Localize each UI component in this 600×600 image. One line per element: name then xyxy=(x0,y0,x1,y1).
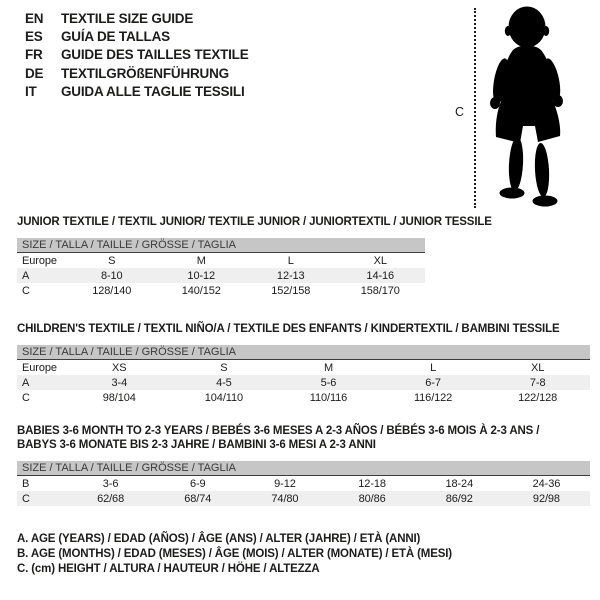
row-label-cell: A xyxy=(22,269,30,282)
value-cell: 7-8 xyxy=(529,376,546,389)
value-cell: 24-36 xyxy=(532,477,561,490)
row-label-cell: B xyxy=(22,477,30,490)
value-cell: 10-12 xyxy=(187,269,216,282)
table-row xyxy=(17,253,425,268)
value-cell: 86/92 xyxy=(445,492,473,505)
language-row-en xyxy=(25,10,249,28)
table-rows xyxy=(17,476,590,506)
value-cell: M xyxy=(196,254,206,267)
value-cell: 68/74 xyxy=(184,492,212,505)
value-cell: 9-12 xyxy=(274,477,296,490)
value-cell: 98/104 xyxy=(102,391,136,404)
value-cell: 92/98 xyxy=(532,492,560,505)
row-label-cell: A xyxy=(22,376,30,389)
value-cell: 128/140 xyxy=(92,284,132,297)
language-code: ES xyxy=(25,29,43,45)
value-cell: 8-10 xyxy=(100,269,123,282)
table-row xyxy=(17,476,590,491)
value-cell: 122/128 xyxy=(518,391,558,404)
value-cell: 12-18 xyxy=(358,477,386,490)
value-cell: 116/122 xyxy=(413,391,453,404)
language-row-it xyxy=(25,83,249,101)
table-title: JUNIOR TEXTILE / TEXTIL JUNIOR/ TEXTILE JUNIOR / JUNIORTEXTIL / JUNIOR TESSILE xyxy=(17,216,492,228)
value-cell: S xyxy=(108,254,116,267)
size-header-bar: SIZE / TALLA / TAILLE / GRÖSSE / TAGLIA xyxy=(17,238,425,253)
baby-silhouette-icon xyxy=(482,4,572,209)
language-code: EN xyxy=(25,11,44,26)
legend-line-c: C. (cm) HEIGHT / ALTURA / HAUTEUR / HÖHE / ALTEZZA xyxy=(17,563,320,576)
value-cell: S xyxy=(220,361,228,374)
value-cell: 6-9 xyxy=(189,477,206,490)
row-label-cell: C xyxy=(22,492,30,505)
measure-legend xyxy=(17,532,452,578)
language-title-list xyxy=(25,10,249,101)
value-cell: 62/68 xyxy=(97,492,125,505)
table-title: CHILDREN'S TEXTILE / TEXTIL NIÑO/A / TEXTILE DES ENFANTS / KINDERTEXTIL / BAMBINI TESSILE xyxy=(17,323,560,335)
value-cell: 6-7 xyxy=(425,376,441,389)
table-row xyxy=(17,375,590,390)
childrens-textile-table xyxy=(17,322,590,405)
legend-line-a: A. AGE (YEARS) / EDAD (AÑOS) / ÂGE (ANS) / ALTER (JAHRE) / ETÀ (ANNI) xyxy=(17,533,421,545)
value-cell: 158/170 xyxy=(360,284,400,297)
table-row xyxy=(17,283,425,298)
value-cell: 18-24 xyxy=(445,477,474,490)
value-cell: 104/110 xyxy=(204,391,244,404)
row-label-cell: C xyxy=(22,391,30,404)
guide-title: GUIDE DES TAILLES TEXTILE xyxy=(61,47,249,63)
legend-line-b: B. AGE (MONTHS) / EDAD (MESES) / ÂGE (MOIS) / ALTER (MONATE) / ETÀ (MESI) xyxy=(17,548,452,561)
table-row xyxy=(17,360,590,375)
value-cell: 12-13 xyxy=(276,269,305,282)
value-cell: 152/158 xyxy=(271,284,311,297)
value-cell: L xyxy=(430,361,437,374)
value-cell: 80/86 xyxy=(358,492,386,505)
guide-title: TEXTILGRÖßENFÜHRUNG xyxy=(61,65,229,81)
size-header-bar: SIZE / TALLA / TAILLE / GRÖSSE / TAGLIA xyxy=(17,461,590,476)
value-cell: 4-5 xyxy=(216,376,232,389)
table-row xyxy=(17,390,590,405)
value-cell: XL xyxy=(373,254,387,267)
language-code: IT xyxy=(25,83,37,99)
table-title: BABIES 3-6 MONTH TO 2-3 YEARS / BEBÉS 3-6 MESES A 2-3 AÑOS / BÉBÉS 3-6 MOIS À 2-3 ANS / xyxy=(17,425,540,437)
row-label-cell: Europe xyxy=(22,254,57,267)
row-label-cell: Europe xyxy=(22,361,57,374)
value-cell: 140/152 xyxy=(181,284,221,297)
table-rows xyxy=(17,253,425,298)
height-label-c: C xyxy=(455,105,464,119)
value-cell: 3-4 xyxy=(111,376,128,389)
value-cell: M xyxy=(323,361,334,374)
babies-textile-table xyxy=(17,424,590,506)
value-cell: 5-6 xyxy=(320,376,337,389)
table-title-line2: BABYS 3-6 MONATE BIS 2-3 JAHRE / BAMBINI 3-6 MESI A 2-3 ANNI xyxy=(17,439,376,451)
language-row-es xyxy=(25,28,249,46)
size-header-bar: SIZE / TALLA / TAILLE / GRÖSSE / TAGLIA xyxy=(17,345,590,360)
language-row-fr xyxy=(25,46,249,64)
value-cell: XL xyxy=(531,361,545,374)
value-cell: 110/116 xyxy=(309,391,348,404)
height-measure-dotted-line xyxy=(474,8,476,208)
language-code: FR xyxy=(25,47,43,63)
junior-textile-table xyxy=(17,215,492,298)
guide-title: GUIDA ALLE TAGLIE TESSILI xyxy=(61,83,245,99)
guide-title: GUÍA DE TALLAS xyxy=(61,29,170,45)
table-row xyxy=(17,491,590,506)
guide-title: TEXTILE SIZE GUIDE xyxy=(61,11,194,26)
language-row-de xyxy=(25,65,249,83)
value-cell: L xyxy=(287,254,294,267)
value-cell: 3-6 xyxy=(102,477,119,490)
language-code: DE xyxy=(25,65,44,81)
value-cell: XS xyxy=(112,361,127,374)
value-cell: 74/80 xyxy=(271,492,299,505)
table-row xyxy=(17,268,425,283)
value-cell: 14-16 xyxy=(366,269,395,282)
table-rows xyxy=(17,360,590,405)
row-label-cell: C xyxy=(22,284,30,297)
